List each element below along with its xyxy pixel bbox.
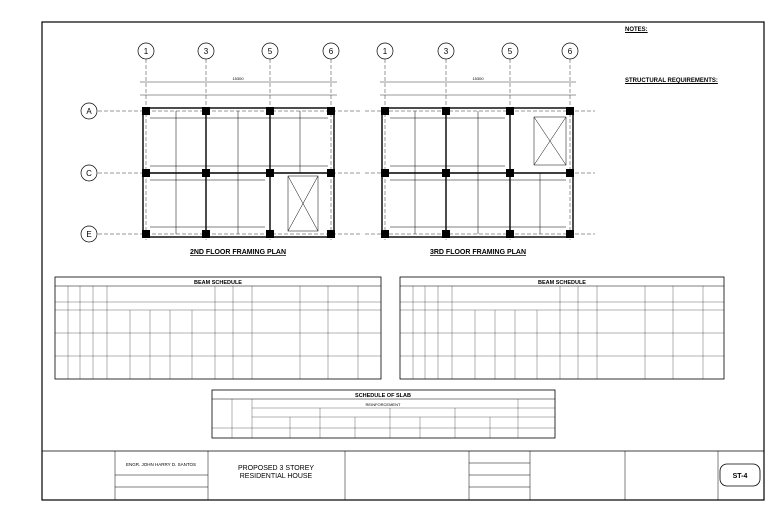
grid-label-c: C [86,169,92,178]
notes-heading: NOTES: [625,27,648,33]
grid-label-5: 5 [267,47,273,56]
grid-label-a: A [86,107,92,116]
grid-label-e: E [86,230,92,239]
plan-title-2nd: 2ND FLOOR FRAMING PLAN [189,249,287,256]
beam-schedule-title-1: BEAM SCHEDULE [194,280,242,286]
structural-requirements-heading: STRUCTURAL REQUIREMENTS: [625,78,718,85]
slab-schedule-title: SCHEDULE OF SLAB [355,393,411,399]
plan-2nd-floor [81,43,360,256]
overall-dimension: 15300 [232,76,244,81]
engineer-name: ENGR. JOHN HARRY D. SANTOS [125,462,197,467]
title-block [42,451,764,500]
beam-schedule-1 [55,277,381,379]
sheet-number: ST-4 [732,473,748,480]
slab-schedule-subtitle: REINFORCEMENT [365,402,401,407]
plan-title-3rd: 3RD FLOOR FRAMING PLAN [429,249,527,256]
grid-label-1b: 1 [382,47,388,56]
notes-body [625,35,757,79]
grid-label-3: 3 [203,47,209,56]
grid-label-6: 6 [328,47,334,56]
notes-panel [625,28,757,86]
project-title-line1: PROPOSED 3 STOREY [237,465,315,472]
beam-schedule-2 [400,277,724,379]
slab-schedule [212,390,555,438]
plan-3rd-floor [365,43,595,256]
grid-label-3b: 3 [443,47,449,56]
project-title-line2: RESIDENTIAL HOUSE [239,473,313,480]
grid-label-6b: 6 [567,47,573,56]
overall-dimension-b: 15300 [472,76,484,81]
grid-label-1: 1 [143,47,149,56]
beam-schedule-title-2: BEAM SCHEDULE [538,280,586,286]
grid-label-5b: 5 [507,47,513,56]
